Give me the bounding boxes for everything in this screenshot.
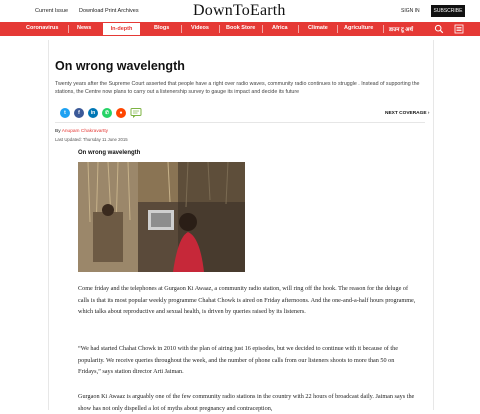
image-caption: On wrong wavelength — [78, 150, 141, 156]
nav-item-videos[interactable]: Videos — [191, 25, 209, 31]
sign-in-link[interactable]: SIGN IN — [401, 8, 420, 14]
nav-item-africa[interactable]: Africa — [272, 25, 288, 31]
current-issue-link[interactable]: Current Issue — [35, 8, 69, 14]
article-paragraph: “We had started Chahat Chowk in 2010 with the plan of airing just 16 episodes, but we decided to continue with it because of the popularity. We receive queries throughout the week, and the number of phone calls from our listeners shoots to more than 50 on Fridays,” says station director Arti Jaiman. — [78, 345, 398, 376]
top-bar — [0, 0, 480, 22]
next-coverage-link[interactable]: NEXT COVERAGE › — [385, 111, 430, 116]
nav-separator — [262, 25, 263, 33]
article-deck: Twenty years after the Supreme Court asserted that people have a right over radio waves, community radio continues to struggle . Instead of supporting the stations, the Centre now plans to carry out a listenership survey to gauge its impact and decide its future — [55, 81, 420, 95]
nav-separator — [298, 25, 299, 33]
reddit-icon[interactable]: ● — [116, 108, 126, 118]
nav-separator — [337, 25, 338, 33]
divider — [55, 122, 425, 123]
facebook-icon[interactable]: f — [74, 108, 84, 118]
whatsapp-icon[interactable]: ✆ — [102, 108, 112, 118]
article-paragraph: Gurgaon Ki Awaaz is arguably one of the few community radio stations in the country with 22 hours of broadcast daily. Jaiman says the show has not only dispelled a lot of myths about pregnancy and contraception, — [78, 393, 415, 412]
main-nav — [0, 22, 480, 36]
byline-label: By — [55, 129, 61, 134]
nav-separator — [383, 25, 384, 33]
download-print-archives-link[interactable]: Download Print Archives — [79, 8, 139, 14]
nav-separator — [68, 25, 69, 33]
menu-icon[interactable] — [454, 24, 464, 34]
nav-separator — [181, 25, 182, 33]
nav-item-blogs[interactable]: Blogs — [154, 25, 170, 31]
last-updated: Last Updated: Thursday 11 June 2015 — [55, 137, 128, 142]
author-link[interactable]: Anupam Chakravartty — [61, 129, 109, 134]
site-logo[interactable]: DownToEarth — [193, 2, 286, 19]
nav-item-hindi[interactable]: डाउन टू अर्थ — [389, 27, 413, 33]
subscribe-button[interactable]: SUBSCRIBE — [431, 5, 465, 17]
comment-icon[interactable] — [130, 107, 142, 119]
article-title: On wrong wavelength — [55, 59, 185, 73]
nav-item-book-store[interactable]: Book Store — [226, 25, 256, 31]
nav-item-climate[interactable]: Climate — [308, 25, 328, 31]
nav-item-agriculture[interactable]: Agriculture — [344, 25, 374, 31]
byline — [55, 129, 108, 134]
article-photo — [78, 162, 245, 272]
linkedin-icon[interactable]: in — [88, 108, 98, 118]
search-icon[interactable] — [434, 24, 444, 34]
nav-item-coronavirus[interactable]: Coronavirus — [26, 25, 59, 31]
nav-separator — [219, 25, 220, 33]
nav-item-news[interactable]: News — [77, 25, 92, 31]
twitter-icon[interactable]: t — [60, 108, 70, 118]
nav-item-in-depth[interactable]: In-depth — [103, 23, 140, 35]
article-paragraph: Come friday and the telephones at Gurgaon Ki Awaaz, a community radio station, will ring off the hook. The reason for the deluge of calls is that its most popular weekly programme Chahat Chowk is aired on Friday afternoons. And the one-and-a-half hours programme, which talks about reproductive and sexual health, is driven by queries raised by its listeners. — [78, 285, 416, 316]
